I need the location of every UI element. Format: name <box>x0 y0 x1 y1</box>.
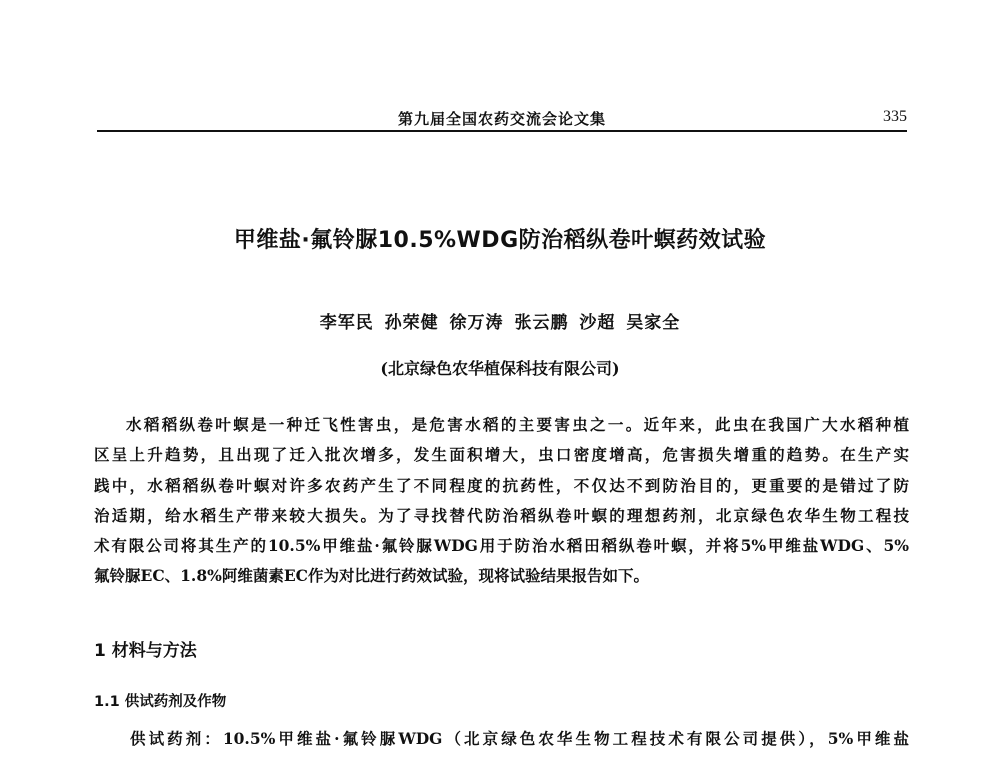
author-list: 李军民 孙荣健 徐万涛 张云鹏 沙超 吴家全 <box>319 313 681 333</box>
paragraph-line: 区呈上升趋势，且出现了迁入批次增多，发生面积增大，虫口密度增高，危害损失增重的趋势。在生产实 <box>94 445 909 465</box>
section-heading: 1 材料与方法 <box>94 641 197 661</box>
header-rule <box>97 130 907 132</box>
subsection-heading: 1.1 供试药剂及作物 <box>94 694 227 710</box>
intro-paragraph <box>94 410 909 592</box>
affiliation: (北京绿色农华植保科技有限公司) <box>380 359 620 378</box>
body-text-line: 供试药剂：10.5%甲维盐·氟铃脲WDG（北京绿色农华生物工程技术有限公司提供），5%甲维盐 <box>130 729 909 748</box>
paragraph-line: 术有限公司将其生产的10.5%甲维盐·氟铃脲WDG用于防治水稻田稻纵卷叶螟，并将5%甲维盐WDG、5% <box>94 536 909 556</box>
running-head <box>97 108 907 132</box>
paragraph-line: 治适期，给水稻生产带来较大损失。为了寻找替代防治稻纵卷叶螟的理想药剂，北京绿色农华生物工程技 <box>94 505 909 525</box>
paragraph-line: 践中，水稻稻纵卷叶螟对许多农药产生了不同程度的抗药性，不仅达不到防治目的，更重要的是错过了防 <box>94 475 909 495</box>
paper-title: 甲维盐·氟铃脲10.5%WDG防治稻纵卷叶螟药效试验 <box>233 228 767 253</box>
paragraph-line: 水稻稻纵卷叶螟是一种迁飞性害虫，是危害水稻的主要害虫之一。近年来，此虫在我国广大水稻种植 <box>126 415 909 434</box>
page-number: 335 <box>883 108 907 125</box>
paragraph-line: 氟铃脲EC、1.8%阿维菌素EC作为对比进行药效试验，现将试验结果报告如下。 <box>94 566 649 586</box>
journal-name: 第九届全国农药交流会论文集 <box>397 110 606 128</box>
